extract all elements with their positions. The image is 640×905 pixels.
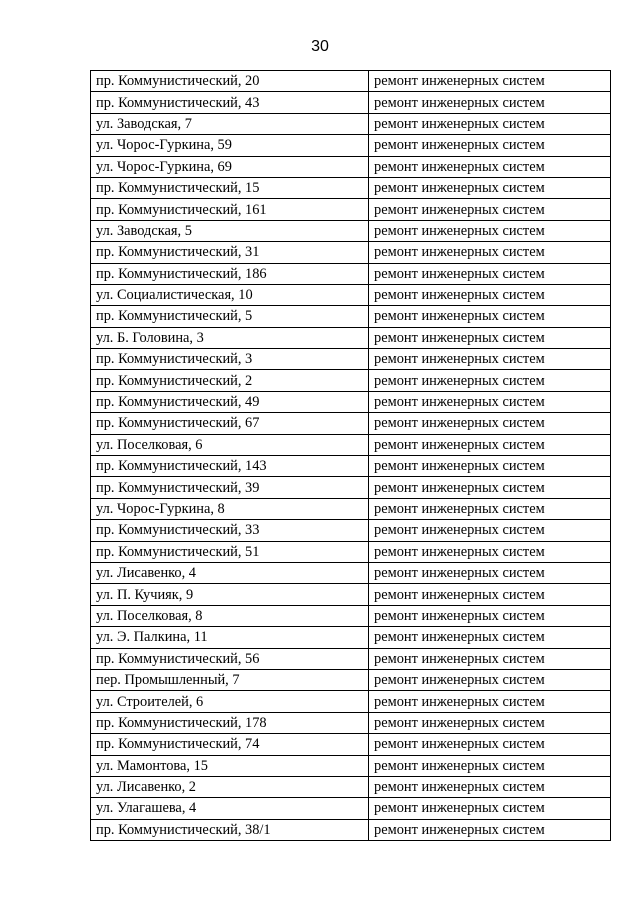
address-cell: ул. Социалистическая, 10 bbox=[91, 284, 369, 305]
work-type-cell: ремонт инженерных систем bbox=[369, 498, 611, 519]
address-cell: пр. Коммунистический, 51 bbox=[91, 541, 369, 562]
table-row bbox=[91, 541, 611, 562]
address-cell: пр. Коммунистический, 143 bbox=[91, 456, 369, 477]
address-cell: пр. Коммунистический, 178 bbox=[91, 712, 369, 733]
work-type-cell: ремонт инженерных систем bbox=[369, 541, 611, 562]
address-cell: ул. Чорос-Гуркина, 59 bbox=[91, 135, 369, 156]
table-row bbox=[91, 113, 611, 134]
address-cell: пр. Коммунистический, 15 bbox=[91, 177, 369, 198]
table-row bbox=[91, 434, 611, 455]
work-type-cell: ремонт инженерных систем bbox=[369, 456, 611, 477]
work-type-cell: ремонт инженерных систем bbox=[369, 520, 611, 541]
work-type-cell: ремонт инженерных систем bbox=[369, 734, 611, 755]
work-type-cell: ремонт инженерных систем bbox=[369, 349, 611, 370]
table-row bbox=[91, 71, 611, 92]
address-cell: пр. Коммунистический, 56 bbox=[91, 648, 369, 669]
table-row bbox=[91, 391, 611, 412]
work-type-cell: ремонт инженерных систем bbox=[369, 627, 611, 648]
work-type-cell: ремонт инженерных систем bbox=[369, 477, 611, 498]
address-work-table bbox=[90, 70, 611, 841]
table-row bbox=[91, 477, 611, 498]
address-cell: пер. Промышленный, 7 bbox=[91, 669, 369, 690]
table-row bbox=[91, 156, 611, 177]
address-cell: ул. Мамонтова, 15 bbox=[91, 755, 369, 776]
address-cell: пр. Коммунистический, 161 bbox=[91, 199, 369, 220]
address-cell: пр. Коммунистический, 2 bbox=[91, 370, 369, 391]
table-row bbox=[91, 370, 611, 391]
table-row bbox=[91, 648, 611, 669]
work-type-cell: ремонт инженерных систем bbox=[369, 648, 611, 669]
work-type-cell: ремонт инженерных систем bbox=[369, 177, 611, 198]
table-row bbox=[91, 220, 611, 241]
address-cell: ул. Лисавенко, 4 bbox=[91, 562, 369, 583]
table-row bbox=[91, 242, 611, 263]
table-row bbox=[91, 92, 611, 113]
table-row bbox=[91, 605, 611, 626]
address-cell: ул. Поселковая, 8 bbox=[91, 605, 369, 626]
work-type-cell: ремонт инженерных систем bbox=[369, 798, 611, 819]
table-row bbox=[91, 349, 611, 370]
address-cell: ул. Улагашева, 4 bbox=[91, 798, 369, 819]
address-cell: ул. Э. Палкина, 11 bbox=[91, 627, 369, 648]
work-type-cell: ремонт инженерных систем bbox=[369, 92, 611, 113]
address-cell: пр. Коммунистический, 43 bbox=[91, 92, 369, 113]
address-cell: пр. Коммунистический, 31 bbox=[91, 242, 369, 263]
table-row bbox=[91, 456, 611, 477]
address-cell: пр. Коммунистический, 49 bbox=[91, 391, 369, 412]
work-type-cell: ремонт инженерных систем bbox=[369, 263, 611, 284]
work-type-cell: ремонт инженерных систем bbox=[369, 370, 611, 391]
address-cell: пр. Коммунистический, 33 bbox=[91, 520, 369, 541]
table-row bbox=[91, 135, 611, 156]
address-cell: пр. Коммунистический, 39 bbox=[91, 477, 369, 498]
table-row bbox=[91, 562, 611, 583]
table-row bbox=[91, 669, 611, 690]
work-type-cell: ремонт инженерных систем bbox=[369, 135, 611, 156]
work-type-cell: ремонт инженерных систем bbox=[369, 434, 611, 455]
work-type-cell: ремонт инженерных систем bbox=[369, 819, 611, 840]
work-type-cell: ремонт инженерных систем bbox=[369, 413, 611, 434]
address-cell: ул. Заводская, 5 bbox=[91, 220, 369, 241]
table-row bbox=[91, 177, 611, 198]
work-type-cell: ремонт инженерных систем bbox=[369, 306, 611, 327]
table-row bbox=[91, 263, 611, 284]
address-cell: ул. П. Кучияк, 9 bbox=[91, 584, 369, 605]
work-type-cell: ремонт инженерных систем bbox=[369, 391, 611, 412]
address-cell: пр. Коммунистический, 186 bbox=[91, 263, 369, 284]
address-cell: ул. Чорос-Гуркина, 69 bbox=[91, 156, 369, 177]
table-row bbox=[91, 306, 611, 327]
address-cell: ул. Б. Головина, 3 bbox=[91, 327, 369, 348]
work-type-cell: ремонт инженерных систем bbox=[369, 669, 611, 690]
work-type-cell: ремонт инженерных систем bbox=[369, 113, 611, 134]
table-row bbox=[91, 798, 611, 819]
table-row bbox=[91, 734, 611, 755]
address-cell: ул. Лисавенко, 2 bbox=[91, 776, 369, 797]
address-cell: пр. Коммунистический, 20 bbox=[91, 71, 369, 92]
work-type-cell: ремонт инженерных систем bbox=[369, 755, 611, 776]
table-row bbox=[91, 627, 611, 648]
address-cell: пр. Коммунистический, 67 bbox=[91, 413, 369, 434]
work-type-cell: ремонт инженерных систем bbox=[369, 562, 611, 583]
address-cell: пр. Коммунистический, 38/1 bbox=[91, 819, 369, 840]
address-cell: пр. Коммунистический, 5 bbox=[91, 306, 369, 327]
work-type-cell: ремонт инженерных систем bbox=[369, 156, 611, 177]
table-row bbox=[91, 755, 611, 776]
table-row bbox=[91, 819, 611, 840]
work-type-cell: ремонт инженерных систем bbox=[369, 199, 611, 220]
work-type-cell: ремонт инженерных систем bbox=[369, 284, 611, 305]
table-row bbox=[91, 284, 611, 305]
table-row bbox=[91, 691, 611, 712]
table-row bbox=[91, 520, 611, 541]
address-cell: пр. Коммунистический, 74 bbox=[91, 734, 369, 755]
address-cell: ул. Чорос-Гуркина, 8 bbox=[91, 498, 369, 519]
work-type-cell: ремонт инженерных систем bbox=[369, 776, 611, 797]
work-type-cell: ремонт инженерных систем bbox=[369, 242, 611, 263]
table-row bbox=[91, 199, 611, 220]
address-cell: пр. Коммунистический, 3 bbox=[91, 349, 369, 370]
address-cell: ул. Заводская, 7 bbox=[91, 113, 369, 134]
table-row bbox=[91, 776, 611, 797]
work-type-cell: ремонт инженерных систем bbox=[369, 220, 611, 241]
work-type-cell: ремонт инженерных систем bbox=[369, 691, 611, 712]
work-type-cell: ремонт инженерных систем bbox=[369, 327, 611, 348]
table-row bbox=[91, 712, 611, 733]
page-number: 30 bbox=[311, 38, 329, 55]
table-row bbox=[91, 584, 611, 605]
work-type-cell: ремонт инженерных систем bbox=[369, 605, 611, 626]
table-row bbox=[91, 327, 611, 348]
work-type-cell: ремонт инженерных систем bbox=[369, 584, 611, 605]
work-type-cell: ремонт инженерных систем bbox=[369, 71, 611, 92]
address-cell: ул. Поселковая, 6 bbox=[91, 434, 369, 455]
table-row bbox=[91, 413, 611, 434]
address-cell: ул. Строителей, 6 bbox=[91, 691, 369, 712]
table-row bbox=[91, 498, 611, 519]
work-type-cell: ремонт инженерных систем bbox=[369, 712, 611, 733]
table-body bbox=[91, 71, 611, 841]
